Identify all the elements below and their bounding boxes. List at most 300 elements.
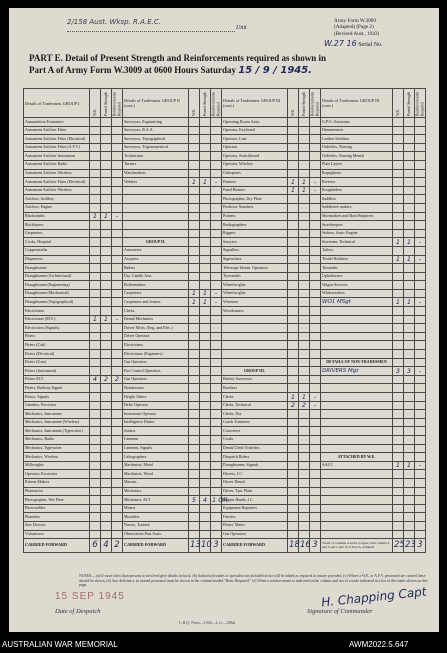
count-cell bbox=[404, 393, 415, 402]
trade-label: Plate Layers bbox=[321, 160, 393, 169]
table-row bbox=[24, 461, 426, 470]
count-cell bbox=[200, 487, 211, 496]
count-cell bbox=[200, 410, 211, 419]
count-cell bbox=[404, 169, 415, 178]
count-cell: - bbox=[310, 186, 321, 195]
trade-label: Technicians bbox=[123, 152, 189, 161]
count-cell bbox=[415, 435, 426, 444]
count-cell bbox=[404, 178, 415, 187]
count-cell bbox=[112, 444, 123, 453]
count-cell bbox=[288, 418, 299, 427]
count-cell bbox=[310, 281, 321, 290]
trade-label: Wheelwrights bbox=[222, 281, 288, 290]
count-cell bbox=[393, 435, 404, 444]
trade-label: Armament Artificer Fitter (Electrical) bbox=[24, 135, 90, 144]
count-cell bbox=[211, 393, 222, 402]
count-cell bbox=[200, 169, 211, 178]
column-header-posted: Posted Strength bbox=[299, 89, 310, 118]
count-cell bbox=[189, 410, 200, 419]
count-cell bbox=[299, 118, 310, 127]
count-cell bbox=[415, 341, 426, 350]
trade-label: Textile Refitters bbox=[321, 255, 393, 264]
count-cell bbox=[393, 530, 404, 539]
count-cell bbox=[393, 118, 404, 127]
count-cell bbox=[90, 435, 101, 444]
count-cell bbox=[404, 478, 415, 487]
table-row bbox=[24, 186, 426, 195]
count-cell bbox=[415, 393, 426, 402]
trade-label: Radiographers bbox=[222, 221, 288, 230]
count-cell bbox=[415, 427, 426, 436]
count-cell bbox=[310, 272, 321, 281]
table-row bbox=[24, 118, 426, 127]
trade-label bbox=[321, 504, 393, 513]
count-cell bbox=[393, 444, 404, 453]
count-cell bbox=[211, 418, 222, 427]
count-cell bbox=[90, 143, 101, 152]
trade-label: Boilermakers bbox=[123, 281, 189, 290]
trade-label: Signwriters bbox=[222, 255, 288, 264]
count-cell: 2 bbox=[101, 375, 112, 384]
count-cell bbox=[404, 530, 415, 539]
serial-block bbox=[324, 39, 383, 48]
count-cell bbox=[200, 272, 211, 281]
count-cell bbox=[310, 229, 321, 238]
count-cell bbox=[211, 221, 222, 230]
count-cell bbox=[415, 418, 426, 427]
table-row bbox=[24, 410, 426, 419]
count-cell bbox=[393, 521, 404, 530]
trade-label: Armament Artificer Radio bbox=[24, 160, 90, 169]
trade-label: Electricians bbox=[24, 307, 90, 316]
count-cell bbox=[189, 281, 200, 290]
trade-label: G.P.O. Assistants bbox=[321, 118, 393, 127]
trade-label: Miners bbox=[123, 504, 189, 513]
total-value: 16 bbox=[299, 539, 310, 553]
count-cell bbox=[90, 255, 101, 264]
trade-label: Fitters (Electrical) bbox=[24, 350, 90, 359]
count-cell bbox=[310, 350, 321, 359]
trade-label bbox=[321, 332, 393, 341]
count-cell bbox=[299, 324, 310, 333]
count-cell bbox=[90, 160, 101, 169]
count-cell bbox=[189, 358, 200, 367]
unit-label: Unit bbox=[236, 25, 247, 31]
count-cell bbox=[211, 341, 222, 350]
count-cell: 1 bbox=[200, 178, 211, 187]
count-cell bbox=[288, 478, 299, 487]
count-cell bbox=[415, 281, 426, 290]
count-cell bbox=[404, 195, 415, 204]
count-cell bbox=[299, 307, 310, 316]
total-label: CARRIED FORWARD bbox=[24, 539, 90, 553]
page-title bbox=[29, 52, 429, 77]
count-cell: 5 bbox=[189, 496, 200, 505]
trade-label bbox=[321, 513, 393, 522]
trade-label: Operator, Wireless bbox=[222, 160, 288, 169]
count-cell bbox=[189, 470, 200, 479]
count-cell bbox=[404, 504, 415, 513]
trade-label: Farriers bbox=[222, 513, 288, 522]
count-cell bbox=[189, 229, 200, 238]
count-cell bbox=[310, 470, 321, 479]
count-cell bbox=[415, 178, 426, 187]
trade-label: Carpenters bbox=[123, 289, 189, 298]
table-row bbox=[24, 427, 426, 436]
count-cell bbox=[288, 143, 299, 152]
count-cell bbox=[211, 435, 222, 444]
count-cell: 1 bbox=[101, 315, 112, 324]
count-cell bbox=[404, 264, 415, 273]
trade-label: Fitters M.T. bbox=[24, 375, 90, 384]
count-cell bbox=[299, 470, 310, 479]
count-cell bbox=[415, 384, 426, 393]
count-cell bbox=[310, 307, 321, 316]
count-cell bbox=[299, 341, 310, 350]
trade-label: Gas Operators bbox=[123, 375, 189, 384]
trade-label: Equipment Repairers bbox=[222, 504, 288, 513]
total-value: 10 bbox=[200, 539, 211, 553]
count-cell bbox=[310, 487, 321, 496]
count-cell: 1 bbox=[101, 212, 112, 221]
count-cell bbox=[200, 221, 211, 230]
trade-label: DETAILS OF NON-TRADESMEN bbox=[321, 358, 393, 367]
count-cell bbox=[112, 478, 123, 487]
count-cell bbox=[415, 203, 426, 212]
trade-label: Saddlers bbox=[321, 195, 393, 204]
trade-label bbox=[321, 307, 393, 316]
table-row bbox=[24, 324, 426, 333]
trade-label: Operator, Switchboard bbox=[222, 152, 288, 161]
count-cell bbox=[404, 513, 415, 522]
count-cell bbox=[90, 118, 101, 127]
count-cell bbox=[415, 375, 426, 384]
trade-label: Mechanics, Radio bbox=[24, 435, 90, 444]
trade-label: Whitewashers bbox=[321, 289, 393, 298]
count-cell bbox=[90, 487, 101, 496]
table-row bbox=[24, 521, 426, 530]
count-cell bbox=[393, 427, 404, 436]
count-cell bbox=[415, 504, 426, 513]
table-row bbox=[24, 358, 426, 367]
count-cell bbox=[90, 401, 101, 410]
count-cell: - bbox=[112, 212, 123, 221]
trade-label: Bricklayers bbox=[24, 221, 90, 230]
count-cell bbox=[189, 530, 200, 539]
count-cell: - bbox=[112, 315, 123, 324]
table-row bbox=[24, 435, 426, 444]
trade-label bbox=[321, 444, 393, 453]
trade-label: Mechanics, Wireless bbox=[24, 453, 90, 462]
count-cell bbox=[90, 418, 101, 427]
count-cell bbox=[288, 255, 299, 264]
count-cell bbox=[299, 478, 310, 487]
count-cell bbox=[101, 126, 112, 135]
count-cell bbox=[112, 350, 123, 359]
count-cell bbox=[415, 221, 426, 230]
count-cell bbox=[288, 367, 299, 376]
total-value: 4 bbox=[101, 539, 112, 553]
count-cell bbox=[393, 221, 404, 230]
count-cell bbox=[288, 324, 299, 333]
trade-label bbox=[321, 393, 393, 402]
trade-label: Concreters bbox=[222, 427, 288, 436]
count-cell bbox=[404, 246, 415, 255]
trade-label: Panel Beaters bbox=[222, 186, 288, 195]
count-cell bbox=[200, 461, 211, 470]
count-cell bbox=[200, 418, 211, 427]
count-cell bbox=[189, 203, 200, 212]
count-cell bbox=[101, 178, 112, 187]
total-label: CARRIED FORWARD bbox=[123, 539, 189, 553]
count-cell bbox=[112, 401, 123, 410]
trade-label: Stokers, Static Engine bbox=[321, 229, 393, 238]
trade-label: Surveyors, Engineering bbox=[123, 118, 189, 127]
form-ref-line: Army Form W.3009 bbox=[334, 18, 376, 24]
count-cell bbox=[112, 521, 123, 530]
count-cell bbox=[112, 427, 123, 436]
count-cell bbox=[415, 324, 426, 333]
count-cell bbox=[189, 143, 200, 152]
count-cell bbox=[393, 160, 404, 169]
count-cell: 1 bbox=[299, 178, 310, 187]
count-cell bbox=[112, 461, 123, 470]
count-cell: 1 bbox=[299, 186, 310, 195]
trade-label: Signallers bbox=[222, 246, 288, 255]
count-cell bbox=[90, 169, 101, 178]
count-cell bbox=[404, 135, 415, 144]
count-cell bbox=[299, 298, 310, 307]
count-cell bbox=[101, 530, 112, 539]
count-cell bbox=[393, 478, 404, 487]
count-cell bbox=[189, 238, 200, 247]
count-cell bbox=[200, 203, 211, 212]
count-cell: - bbox=[415, 461, 426, 470]
count-cell bbox=[299, 152, 310, 161]
trade-label: AACC bbox=[321, 461, 393, 470]
count-cell bbox=[299, 255, 310, 264]
table-row bbox=[24, 135, 426, 144]
count-cell bbox=[288, 496, 299, 505]
count-cell bbox=[288, 470, 299, 479]
count-cell bbox=[189, 152, 200, 161]
count-cell bbox=[189, 487, 200, 496]
count-cell bbox=[393, 143, 404, 152]
count-cell bbox=[211, 513, 222, 522]
count-cell bbox=[211, 375, 222, 384]
count-cell bbox=[288, 444, 299, 453]
count-cell bbox=[288, 530, 299, 539]
count-cell bbox=[189, 521, 200, 530]
total-value: 2 bbox=[112, 539, 123, 553]
table-row bbox=[24, 238, 426, 247]
count-cell bbox=[288, 315, 299, 324]
trade-label bbox=[321, 418, 393, 427]
count-cell bbox=[101, 487, 112, 496]
count-cell bbox=[404, 315, 415, 324]
trade-label: Ropeglsiers bbox=[321, 169, 393, 178]
table-row bbox=[24, 169, 426, 178]
trade-label: Height Takers bbox=[123, 393, 189, 402]
count-cell bbox=[189, 401, 200, 410]
count-cell bbox=[393, 375, 404, 384]
count-cell bbox=[299, 367, 310, 376]
count-cell: 1 bbox=[200, 289, 211, 298]
trade-label: Linemen, Signals bbox=[123, 444, 189, 453]
trade-label bbox=[222, 358, 288, 367]
count-cell bbox=[404, 324, 415, 333]
count-cell bbox=[101, 461, 112, 470]
count-cell bbox=[393, 186, 404, 195]
trade-label: Fitters (Gun) bbox=[24, 358, 90, 367]
table-row bbox=[24, 504, 426, 513]
count-cell: - bbox=[211, 178, 222, 187]
count-cell bbox=[211, 143, 222, 152]
count-cell bbox=[288, 126, 299, 135]
column-header-we: W.E. bbox=[189, 89, 200, 118]
count-cell bbox=[415, 264, 426, 273]
count-cell bbox=[288, 246, 299, 255]
count-cell bbox=[310, 418, 321, 427]
count-cell bbox=[112, 358, 123, 367]
count-cell bbox=[415, 152, 426, 161]
count-cell bbox=[90, 229, 101, 238]
count-cell bbox=[310, 410, 321, 419]
trade-label: Fitters bbox=[24, 332, 90, 341]
count-cell bbox=[112, 272, 123, 281]
commander-signature: H. Chapping Capt bbox=[320, 584, 428, 610]
count-cell bbox=[404, 496, 415, 505]
count-cell bbox=[112, 530, 123, 539]
count-cell: 1 bbox=[404, 255, 415, 264]
count-cell bbox=[112, 118, 123, 127]
count-cell bbox=[299, 143, 310, 152]
count-cell bbox=[90, 350, 101, 359]
count-cell bbox=[101, 203, 112, 212]
trade-label: Fitters (Cab) bbox=[24, 341, 90, 350]
trade-label: Clerks bbox=[123, 307, 189, 316]
date-of-despatch-label: Date of Despatch bbox=[55, 608, 101, 615]
count-cell bbox=[393, 358, 404, 367]
table-row bbox=[24, 530, 426, 539]
count-cell bbox=[200, 393, 211, 402]
count-cell bbox=[404, 307, 415, 316]
count-cell bbox=[310, 504, 321, 513]
table-row bbox=[24, 229, 426, 238]
count-cell bbox=[90, 186, 101, 195]
count-cell bbox=[393, 178, 404, 187]
trade-label: Draughtsmen (Topographical) bbox=[24, 298, 90, 307]
count-cell bbox=[112, 435, 123, 444]
count-cell bbox=[415, 521, 426, 530]
count-cell bbox=[112, 504, 123, 513]
count-cell bbox=[404, 375, 415, 384]
count-cell: 3 bbox=[393, 367, 404, 376]
count-cell bbox=[310, 367, 321, 376]
count-cell bbox=[415, 169, 426, 178]
count-cell bbox=[112, 418, 123, 427]
count-cell bbox=[200, 504, 211, 513]
count-cell bbox=[189, 332, 200, 341]
count-cell bbox=[415, 401, 426, 410]
count-cell bbox=[112, 410, 123, 419]
count-cell bbox=[393, 496, 404, 505]
count-cell bbox=[310, 264, 321, 273]
count-cell bbox=[211, 169, 222, 178]
count-cell bbox=[112, 178, 123, 187]
count-cell bbox=[200, 246, 211, 255]
trade-label: Ammunition Examiners bbox=[24, 118, 90, 127]
trade-label: Wiremen bbox=[222, 298, 288, 307]
trade-label: Clerks, Technical bbox=[222, 401, 288, 410]
form-ref-line: (Revised Aust., 1943) bbox=[334, 30, 380, 37]
count-cell bbox=[404, 332, 415, 341]
total-value: 3 bbox=[211, 539, 222, 553]
count-cell bbox=[112, 281, 123, 290]
count-cell bbox=[415, 530, 426, 539]
count-cell bbox=[404, 521, 415, 530]
count-cell bbox=[415, 212, 426, 221]
count-cell bbox=[310, 435, 321, 444]
table-row bbox=[24, 281, 426, 290]
count-cell: 1 bbox=[404, 298, 415, 307]
count-cell bbox=[189, 246, 200, 255]
strength-table bbox=[23, 88, 426, 553]
column-header-we: W.E. bbox=[393, 89, 404, 118]
count-cell bbox=[415, 453, 426, 462]
count-cell bbox=[112, 246, 123, 255]
trade-label: Upholsterers bbox=[321, 272, 393, 281]
count-cell bbox=[200, 350, 211, 359]
count-cell: 1 bbox=[393, 461, 404, 470]
count-cell bbox=[404, 229, 415, 238]
count-cell bbox=[101, 221, 112, 230]
count-cell bbox=[288, 461, 299, 470]
count-cell bbox=[200, 384, 211, 393]
count-cell bbox=[90, 324, 101, 333]
count-cell bbox=[288, 135, 299, 144]
trade-label: Watchmakers bbox=[123, 169, 189, 178]
trade-label: Lithographers bbox=[123, 453, 189, 462]
count-cell bbox=[211, 135, 222, 144]
trade-label bbox=[321, 375, 393, 384]
column-header-group: Details of Tradesmen. GROUP III (cont.) bbox=[222, 89, 288, 118]
table-row bbox=[24, 315, 426, 324]
count-cell bbox=[299, 350, 310, 359]
trade-label: Plumbers bbox=[24, 513, 90, 522]
trade-label: Driver Mech. (Eng. and Elec.) bbox=[123, 324, 189, 333]
count-cell bbox=[404, 410, 415, 419]
count-cell bbox=[90, 521, 101, 530]
count-cell bbox=[393, 470, 404, 479]
count-cell bbox=[211, 152, 222, 161]
trade-label: Mechanics, Instrument (Wireless) bbox=[24, 418, 90, 427]
trade-label: Predictor Numbers bbox=[222, 203, 288, 212]
count-cell bbox=[415, 160, 426, 169]
count-cell bbox=[299, 212, 310, 221]
trade-label bbox=[123, 195, 189, 204]
total-value: 3 bbox=[415, 539, 426, 553]
trade-label bbox=[222, 324, 288, 333]
count-cell bbox=[200, 255, 211, 264]
count-cell bbox=[404, 289, 415, 298]
count-cell bbox=[90, 427, 101, 436]
count-cell bbox=[200, 427, 211, 436]
count-cell bbox=[310, 143, 321, 152]
count-cell bbox=[310, 341, 321, 350]
count-cell bbox=[112, 470, 123, 479]
trade-label: Electricians (M.V.) bbox=[24, 315, 90, 324]
